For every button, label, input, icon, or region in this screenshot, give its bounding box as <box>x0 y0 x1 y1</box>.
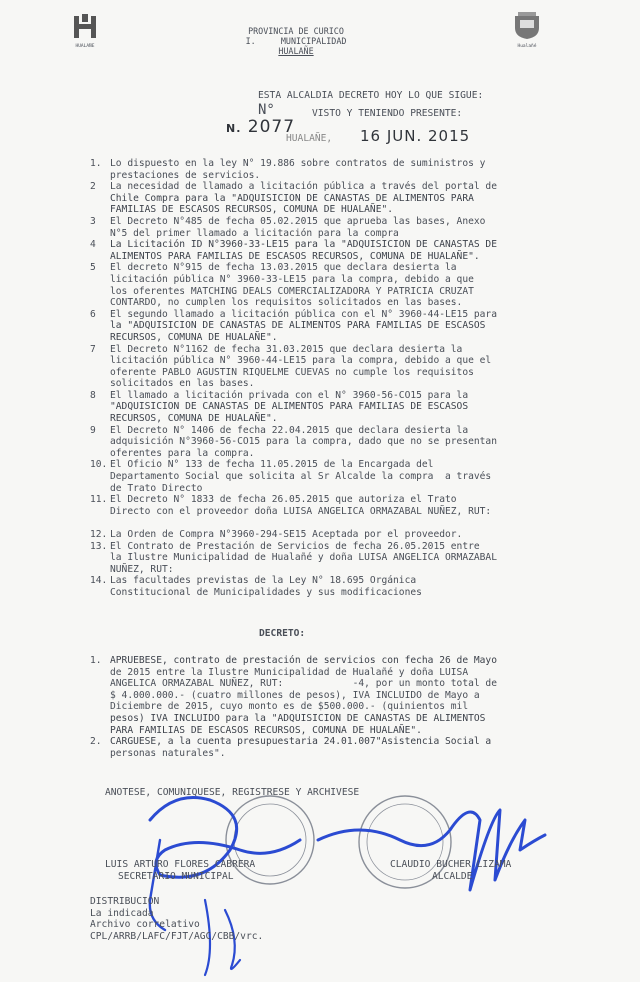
header-block <box>186 26 406 56</box>
item-number: 2. <box>90 736 102 748</box>
item-line: $ 4.000.000.- (cuatro millones de pesos), IVA INCLUIDO de Mayo a <box>110 689 480 701</box>
logo-right-caption: Hualañé <box>517 44 537 49</box>
closing-line: ANOTESE, COMUNIQUESE, REGISTRESE Y ARCHIVESE <box>105 787 360 798</box>
item-text <box>110 262 474 308</box>
numbered-item <box>90 529 550 541</box>
item-line: La necesidad de llamado a licitación pública a través del portal de <box>110 181 497 193</box>
item-line: Constitucional de Municipalidades y sus modificaciones <box>110 586 422 598</box>
numbered-item <box>90 494 550 529</box>
numbered-item <box>90 216 550 239</box>
item-number: 5 <box>90 262 96 274</box>
shield-crest-icon <box>512 12 542 40</box>
item-line: CONTARDO, no cumplen los requisitos solicitados en las bases. <box>110 297 463 309</box>
item-number: 14. <box>90 575 108 587</box>
decreto-heading: DECRETO: <box>259 628 306 639</box>
numbered-item <box>90 158 550 181</box>
distribution-title: DISTRIBUCION <box>90 896 160 907</box>
item-line: La Orden de Compra N°3960-294-SE15 Aceptada por el proveedor. <box>110 529 463 540</box>
item-line: ANGELICA ORMAZABAL NUÑEZ, RUT: -4, por un monto total de <box>110 678 497 690</box>
item-text <box>110 309 497 344</box>
numbered-item <box>90 575 550 598</box>
visto-list <box>90 158 550 599</box>
numbered-item <box>90 309 550 344</box>
item-line: La Licitación ID N°3960-33-LE15 para la "ADQUISICION DE CANASTAS DE <box>110 239 497 251</box>
signature-marks <box>0 780 640 982</box>
municipal-logo-left <box>72 14 98 48</box>
item-number: 1. <box>90 158 102 169</box>
item-line: NUÑEZ, RUT: <box>110 563 174 575</box>
item-text <box>110 736 491 759</box>
item-line: prestaciones de servicios. <box>110 169 261 181</box>
item-text <box>110 529 462 541</box>
item-line: El Decreto N° 1833 de fecha 26.05.2015 que autoriza el Trato <box>110 494 457 506</box>
numbered-item <box>90 541 550 576</box>
header-province: PROVINCIA DE CURICO <box>248 26 344 36</box>
item-number: 1. <box>90 655 102 666</box>
item-number: 13. <box>90 540 108 552</box>
item-number: 9 <box>90 424 96 436</box>
secretary-title: SECRETARIO MUNICIPAL <box>118 871 234 882</box>
decree-number-stamp: N. 2077 <box>226 117 296 137</box>
item-line: El decreto N°915 de fecha 13.03.2015 que declara desierta la <box>110 262 457 274</box>
item-line <box>110 517 491 529</box>
numbered-item <box>90 239 550 262</box>
decree-number: 2077 <box>247 117 296 137</box>
item-line: adquisición N°3960-56-CO15 para la compra, dado que no se presentan <box>110 436 497 448</box>
numbered-item <box>90 262 550 308</box>
mayor-title: ALCALDE <box>432 871 473 882</box>
item-number: 7 <box>90 343 96 355</box>
item-line: ALIMENTOS PARA FAMILIAS DE ESCASOS RECURSOS, COMUNA DE HUALAÑE". <box>110 250 480 262</box>
item-text <box>110 239 497 262</box>
distribution-line: La indicada <box>90 907 154 919</box>
item-line: Directo con el proveedor doña LUISA ANGELICA ORMAZABAL NUÑEZ, RUT: <box>110 505 492 517</box>
numero-label: N° <box>258 102 275 118</box>
item-number: 10. <box>90 459 108 471</box>
distribution-line: Archivo correlativo <box>90 919 200 931</box>
item-text <box>110 541 497 576</box>
item-line: oferente PABLO AGUSTIN RIQUELME CUEVAS no cumple los requisitos <box>110 366 474 378</box>
item-line: Chile Compra para la "ADQUISICION DE CANASTAS DE ALIMENTOS PARA <box>110 192 474 204</box>
item-text <box>110 459 491 494</box>
visto-heading: VISTO Y TENIENDO PRESENTE: <box>312 108 463 119</box>
item-line: El segundo llamado a licitación pública con el N° 3960-44-LE15 para <box>110 308 497 320</box>
item-line: Departamento Social que solicita al Sr Alcalde la compra a través <box>110 471 492 483</box>
item-text <box>110 216 485 239</box>
numbered-item <box>90 425 550 460</box>
item-text <box>110 655 497 736</box>
item-line: El Decreto N°485 de fecha 05.02.2015 que aprueba las bases, Anexo <box>110 215 486 227</box>
numbered-item <box>90 736 550 759</box>
item-line: El llamado a licitación privada con el N° 3960-56-CO15 para la <box>110 389 469 401</box>
numbered-item <box>90 459 550 494</box>
item-line: El Decreto N° 1406 de fecha 22.04.2015 que declara desierta la <box>110 424 469 436</box>
item-line: licitación pública N° 3960-44-LE15 para la compra, debido a que el <box>110 355 492 367</box>
item-line: la "ADQUISICION DE CANASTAS DE ALIMENTOS PARA FAMILIAS DE ESCASOS <box>110 320 486 332</box>
item-number: 8 <box>90 389 96 401</box>
item-line: PARA FAMILIAS DE ESCASOS RECURSOS, COMUNA DE HUALAÑE". <box>110 724 422 736</box>
item-number: 11. <box>90 494 108 506</box>
municipal-logo-right <box>512 12 542 49</box>
logo-left-caption: HUALAÑE <box>75 44 95 49</box>
place-label: HUALAÑE, <box>286 133 333 144</box>
item-line: APRUEBESE, contrato de prestación de servicios con fecha 26 de Mayo <box>110 655 497 666</box>
item-line: Diciembre de 2015, cuyo monto es de $500.000.- (quinientos mil <box>110 701 469 713</box>
item-text <box>110 158 485 181</box>
item-line: El Contrato de Prestación de Servicios de fecha 26.05.2015 entre <box>110 540 480 552</box>
numbered-item <box>90 390 550 425</box>
item-number: 6 <box>90 308 96 320</box>
item-line: N°5 del primer llamado a licitación para la compra <box>110 227 399 239</box>
item-line: de Trato Directo <box>110 482 203 494</box>
date-stamp: 16 JUN. 2015 <box>360 127 471 145</box>
item-text <box>110 494 491 529</box>
item-line: Las facultades previstas de la Ley N° 18.695 Orgánica <box>110 575 417 587</box>
item-number: 2 <box>90 181 96 193</box>
item-line: pesos) IVA INCLUIDO para la "ADQUISICION DE CANASTAS DE ALIMENTOS <box>110 712 486 724</box>
mayor-name: CLAUDIO BUCHER LIZAMA <box>390 859 512 870</box>
item-line: la Ilustre Municipalidad de Hualañé y doña LUISA ANGELICA ORMAZABAL <box>110 552 497 564</box>
item-line: El Oficio N° 133 de fecha 11.05.2015 de la Encargada del <box>110 459 434 471</box>
item-line: RECURSOS, COMUNA DE HUALAÑE". <box>110 413 278 425</box>
distribution-block <box>90 896 263 942</box>
item-line: de 2015 entre la Ilustre Municipalidad de Hualañé y doña LUISA <box>110 666 469 678</box>
item-line: licitación pública N° 3960-33-LE15 para la compra, debido a que <box>110 273 474 285</box>
item-line: oferentes para la compra. <box>110 447 255 459</box>
item-text <box>110 575 422 598</box>
item-text <box>110 425 497 460</box>
numbered-item <box>90 655 550 736</box>
item-text <box>110 344 491 390</box>
secretary-name: LUIS ARTURO FLORES CABRERA <box>105 859 256 870</box>
numbered-item <box>90 181 550 216</box>
item-line: El Decreto N°1162 de fecha 31.03.2015 que declara desierta la <box>110 343 463 355</box>
item-text <box>110 181 497 216</box>
item-line: RECURSOS, COMUNA DE HUALAÑE". <box>110 331 278 343</box>
distribution-line: CPL/ARRB/LAFC/FJT/AGC/CBB/vrc. <box>90 930 264 942</box>
item-line: "ADQUISICION DE CANASTAS DE ALIMENTOS PARA FAMILIAS DE ESCASOS <box>110 401 469 413</box>
item-number: 4 <box>90 239 96 251</box>
item-line: los oferentes MATCHING DEALS COMERCIALIZADORA Y PATRICIA CRUZAT <box>110 285 474 297</box>
numbered-item <box>90 344 550 390</box>
item-line: CARGUESE, a la cuenta presupuestaria 24.01.007"Asistencia Social a <box>110 736 492 748</box>
header-municipality: I. MUNICIPALIDAD <box>245 36 347 46</box>
alcaldia-heading: ESTA ALCALDIA DECRETO HOY LO QUE SIGUE: <box>258 90 484 101</box>
item-line: solicitados en las bases. <box>110 378 255 390</box>
item-line: personas naturales". <box>110 747 226 759</box>
item-number: 12. <box>90 529 108 540</box>
item-line: Lo dispuesto en la ley N° 19.886 sobre contratos de suministros y <box>110 158 486 169</box>
logo-h-icon <box>72 14 98 40</box>
item-text <box>110 390 468 425</box>
decreto-list <box>90 655 550 759</box>
item-number: 3 <box>90 215 96 227</box>
item-line: FAMILIAS DE ESCASOS RECURSOS, COMUNA DE HUALAÑE". <box>110 204 394 216</box>
header-city: HUALAÑE <box>278 46 314 56</box>
